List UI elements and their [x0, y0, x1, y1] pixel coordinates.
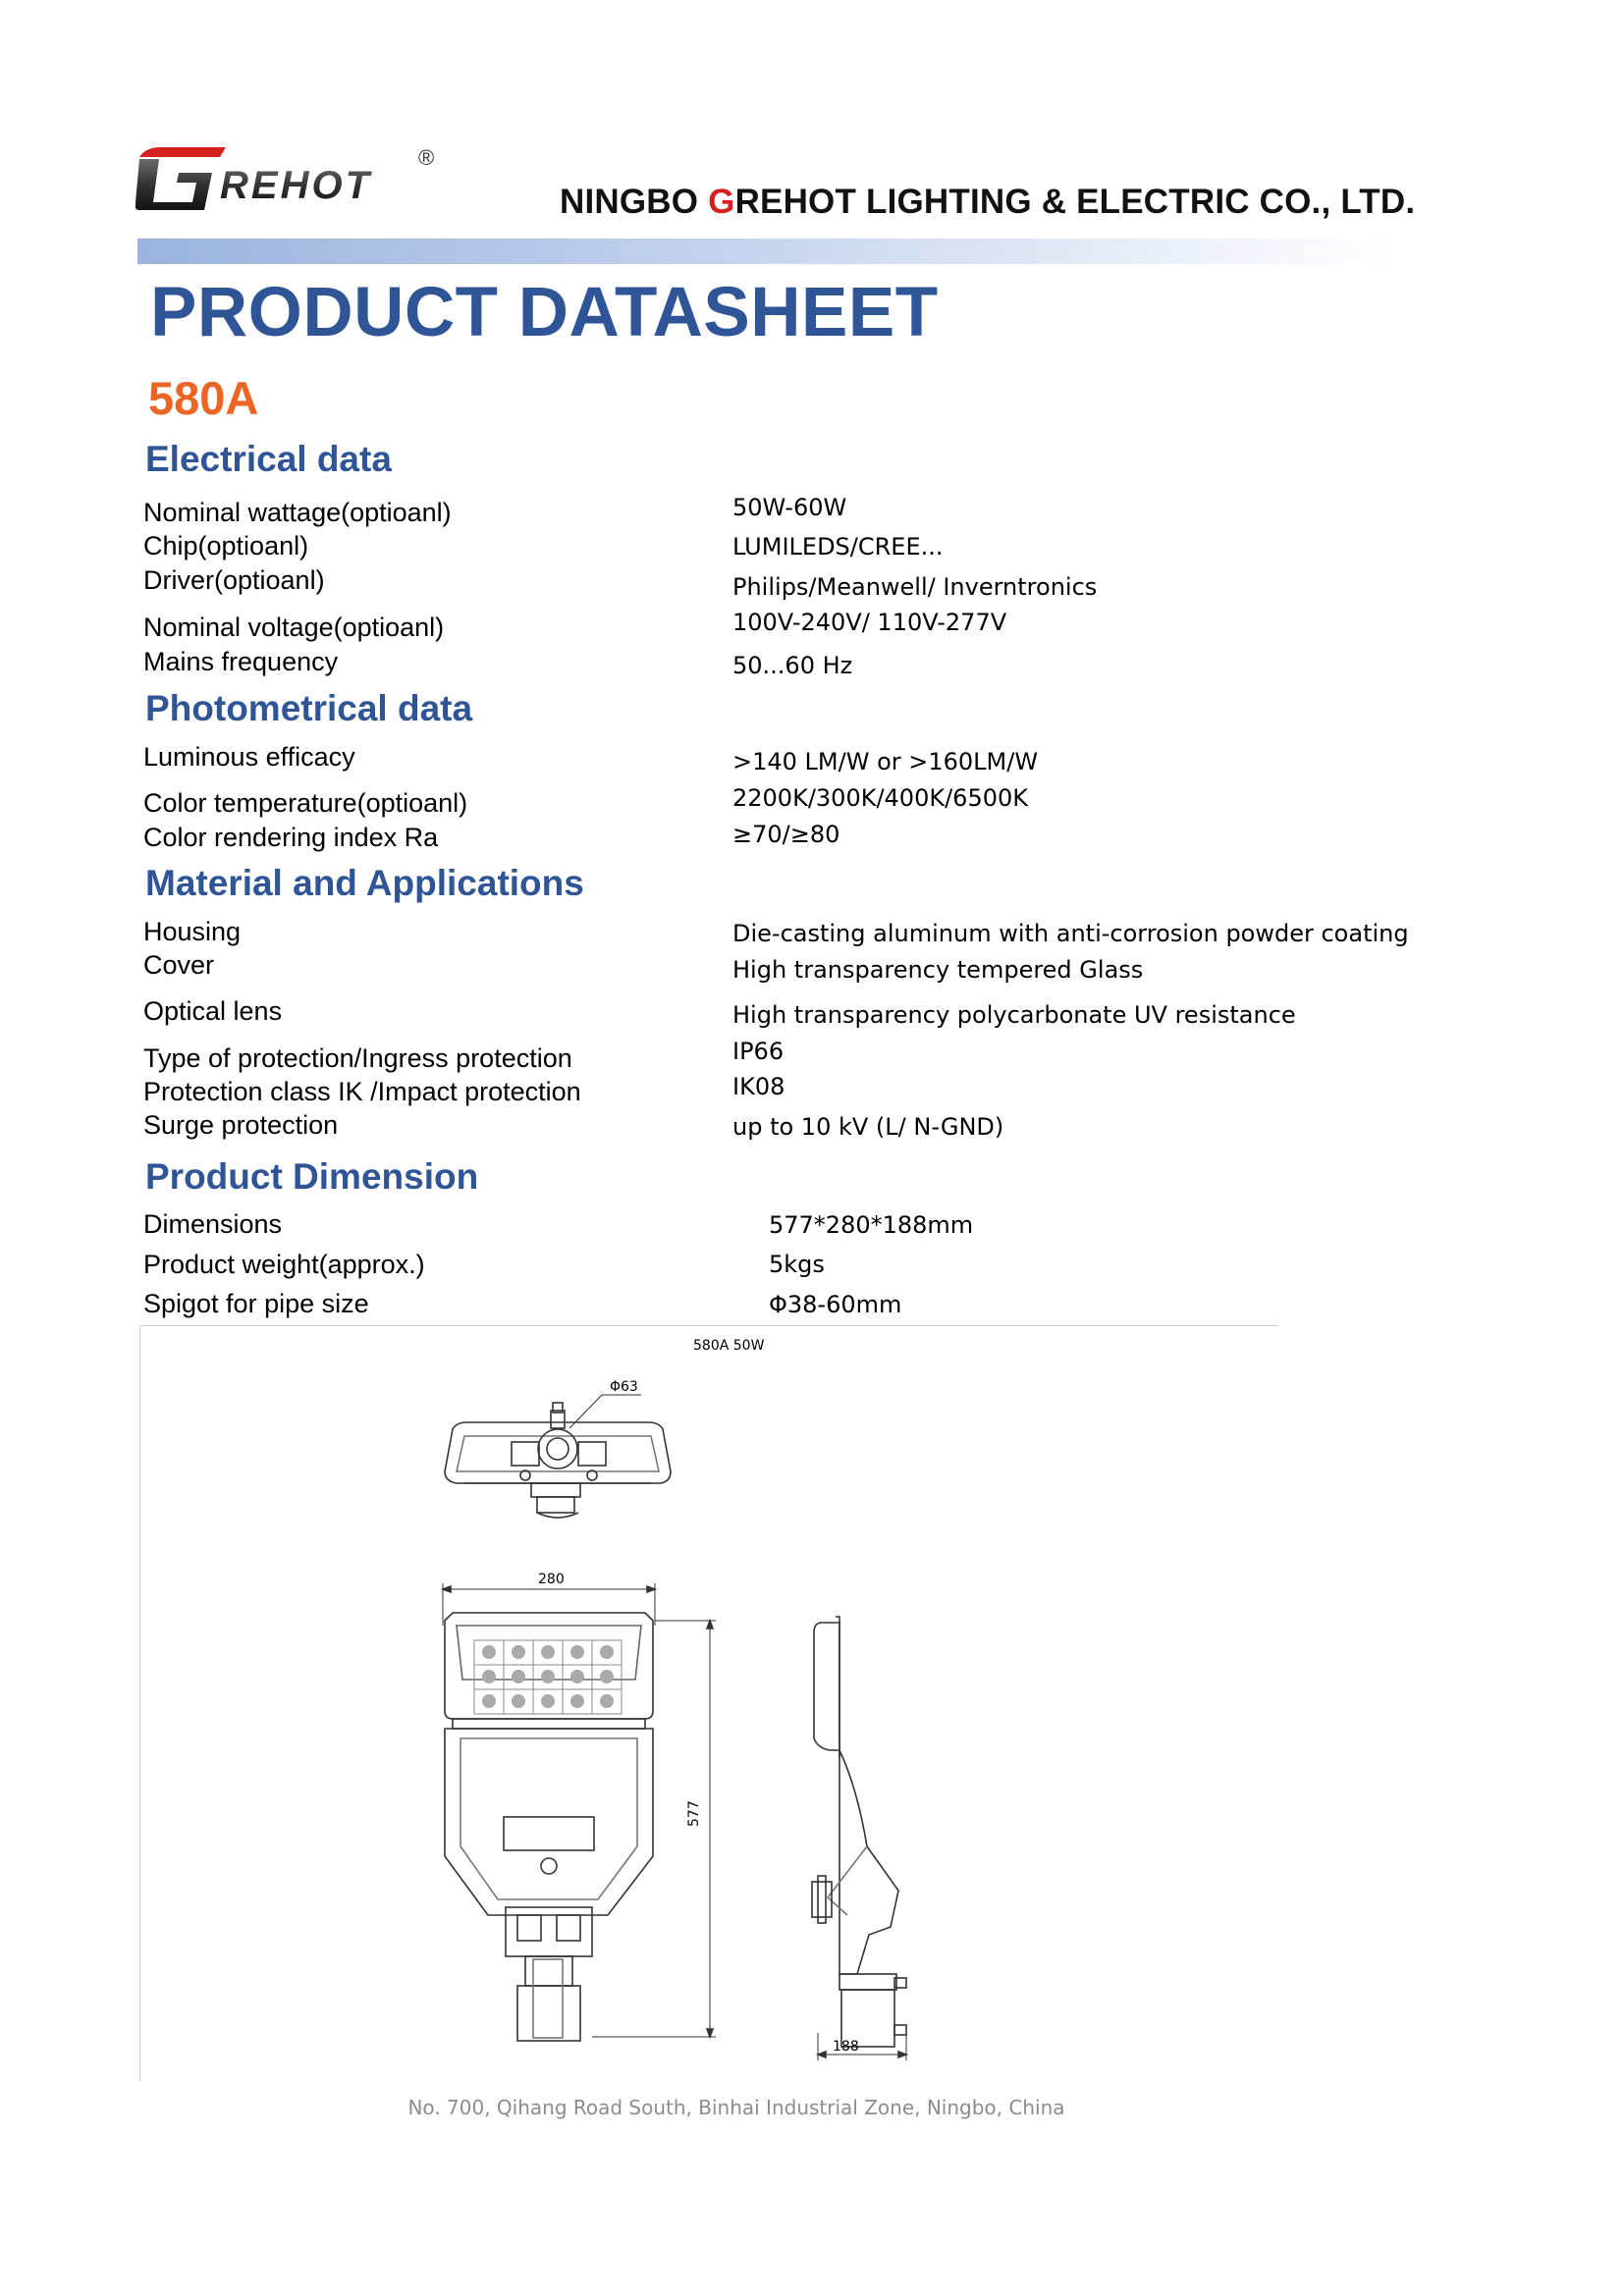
spec-value: Φ38-60mm [769, 1291, 902, 1318]
spec-label: Driver(optioanl) [143, 565, 325, 595]
spec-value: High transparency tempered Glass [732, 956, 1144, 984]
spec-value: High transparency polycarbonate UV resistance [732, 1001, 1296, 1029]
spec-label: Nominal voltage(optioanl) [143, 613, 445, 642]
spec-value: IK08 [732, 1073, 785, 1100]
logo-wordmark: REHOT [220, 164, 372, 207]
spec-value: IP66 [732, 1038, 785, 1065]
section-title-material: Material and Applications [145, 863, 584, 903]
depth-dim-label: 188 [833, 2039, 859, 2055]
spec-value: 577*280*188mm [769, 1211, 974, 1239]
spec-value: >140 LM/W or >160LM/W [732, 748, 1039, 775]
technical-drawing [139, 1325, 1278, 2081]
spec-label: Luminous efficacy [143, 742, 355, 772]
spec-label: Protection class IK /Impact protection [143, 1077, 581, 1106]
front-view [443, 1572, 716, 2041]
spec-value: 2200K/300K/400K/6500K [732, 784, 1028, 812]
spec-value: 5kgs [769, 1251, 825, 1278]
document-title: PRODUCT DATASHEET [150, 274, 939, 351]
model-number: 580A [148, 372, 259, 424]
spec-label: Nominal wattage(optioanl) [143, 498, 452, 527]
header-gradient-bar [137, 239, 1394, 264]
company-name [560, 183, 1415, 222]
logo-swoosh [139, 147, 226, 157]
spec-label: Cover [143, 950, 215, 980]
grehot-logo-graphic [135, 143, 450, 210]
spec-label: Housing [143, 917, 242, 946]
spec-label: Chip(optioanl) [143, 531, 309, 561]
pipe-dia-label: Φ63 [610, 1379, 638, 1395]
spec-label: Mains frequency [143, 647, 339, 676]
spec-value: 50...60 Hz [732, 652, 853, 679]
drawing-caption: 580A 50W [693, 1338, 765, 1354]
end-view [445, 1379, 671, 1518]
spec-label: Product weight(approx.) [143, 1250, 425, 1279]
company-name-highlight: G [708, 183, 735, 221]
spec-label: Dimensions [143, 1209, 283, 1239]
registered-mark: ® [418, 145, 435, 170]
spec-value: 100V-240V/ 110V-277V [732, 609, 1007, 636]
spec-value: up to 10 kV (L/ N-GND) [732, 1113, 1004, 1141]
spec-value: Die-casting aluminum with anti-corrosion powder coating [732, 920, 1409, 947]
spec-label: Color rendering index Ra [143, 823, 439, 852]
width-dim-label: 280 [538, 1572, 565, 1587]
spec-label: Optical lens [143, 996, 283, 1026]
company-name-rest: REHOT LIGHTING & ELECTRIC CO., LTD. [734, 183, 1416, 221]
spec-label: Color temperature(optioanl) [143, 788, 468, 818]
section-title-photometrical: Photometrical data [145, 688, 473, 728]
spec-value: ≥70/≥80 [732, 821, 840, 848]
spec-value: 50W-60W [732, 494, 847, 521]
company-name-prefix: NINGBO [560, 183, 709, 221]
spec-value: Philips/Meanwell/ Inverntronics [732, 573, 1098, 601]
spec-label: Type of protection/Ingress protection [143, 1043, 572, 1073]
spec-label: Surge protection [143, 1110, 339, 1140]
section-title-electrical: Electrical data [145, 439, 392, 479]
company-logo [135, 143, 450, 210]
side-view [812, 1617, 906, 2060]
footer-address: No. 700, Qihang Road South, Binhai Industrial Zone, Ningbo, China [407, 2096, 1065, 2119]
section-title-dimension: Product Dimension [145, 1156, 479, 1197]
spec-value: LUMILEDS/CREE... [732, 533, 944, 561]
length-dim-label: 577 [686, 1800, 702, 1827]
spec-label: Spigot for pipe size [143, 1289, 369, 1318]
drawing-canvas [140, 1326, 1279, 2082]
